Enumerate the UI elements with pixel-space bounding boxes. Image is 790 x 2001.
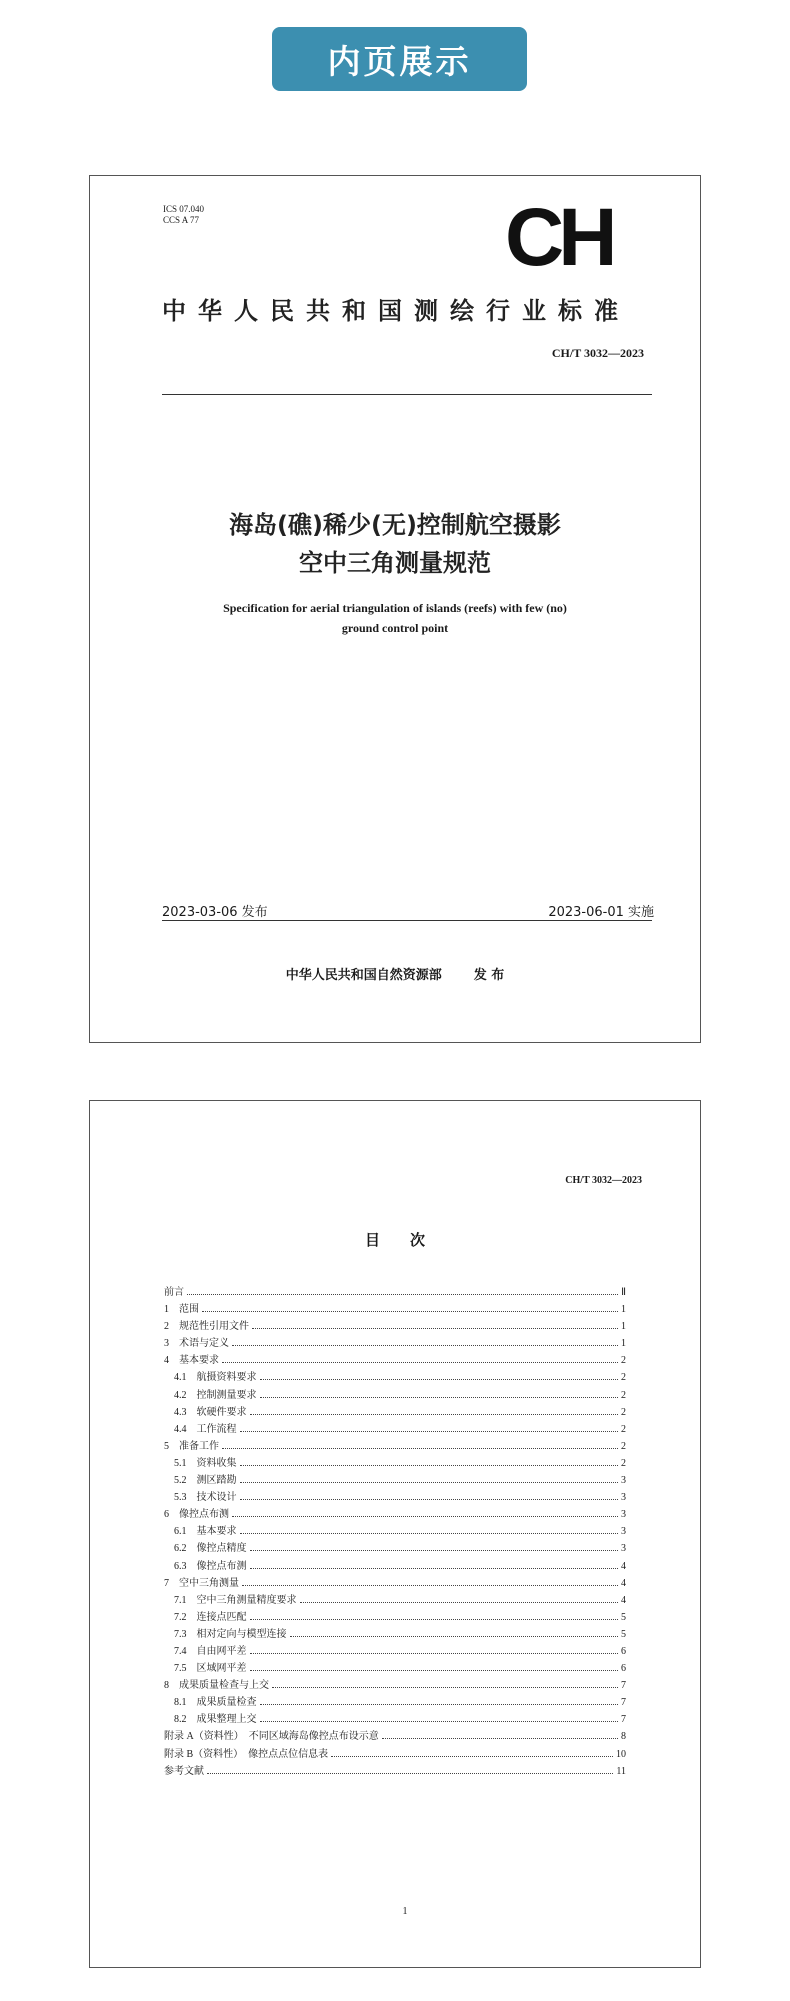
english-title-line-1: Specification for aerial triangulation of islands (reefs) with few (no) bbox=[223, 601, 567, 615]
toc-entry-page: 3 bbox=[621, 1509, 626, 1521]
toc-entry[interactable] bbox=[164, 1318, 626, 1335]
ch-logo: CH bbox=[505, 192, 612, 283]
toc-entry[interactable] bbox=[164, 1643, 626, 1660]
toc-leader-dots bbox=[250, 1653, 619, 1654]
classification-codes bbox=[163, 204, 204, 226]
toc-entry-page: 8 bbox=[621, 1731, 626, 1743]
toc-leader-dots bbox=[242, 1585, 618, 1586]
toc-entry-label: 7 空中三角测量 bbox=[164, 1577, 239, 1589]
toc-entry-page: 6 bbox=[621, 1663, 626, 1675]
toc-entry-label: 8 成果质量检查与上交 bbox=[164, 1680, 269, 1692]
toc-entry-page: 4 bbox=[621, 1594, 626, 1606]
toc-entry-label: 2 规范性引用文件 bbox=[164, 1321, 249, 1333]
toc-entry-page: 2 bbox=[621, 1457, 626, 1469]
toc-entry-page: Ⅱ bbox=[621, 1287, 626, 1298]
toc-leader-dots bbox=[260, 1721, 619, 1722]
toc-entry[interactable] bbox=[164, 1575, 626, 1592]
toc-entry-page: 1 bbox=[621, 1321, 626, 1333]
toc-entry-label: 7.1 空中三角测量精度要求 bbox=[174, 1594, 297, 1606]
toc-entry-label: 5 准备工作 bbox=[164, 1440, 219, 1452]
toc-entry-label: 5.1 资料收集 bbox=[174, 1457, 237, 1469]
toc-entry-page: 6 bbox=[621, 1645, 626, 1657]
toc-entry[interactable] bbox=[164, 1626, 626, 1643]
toc-leader-dots bbox=[260, 1379, 619, 1380]
footer-divider bbox=[162, 920, 652, 921]
toc-entry[interactable] bbox=[164, 1489, 626, 1506]
toc-entry-page: 1 bbox=[621, 1338, 626, 1350]
toc-entry-label: 参考文献 bbox=[164, 1765, 204, 1777]
toc-leader-dots bbox=[250, 1670, 619, 1671]
toc-entry-page: 3 bbox=[621, 1526, 626, 1538]
toc-page bbox=[89, 1100, 701, 1968]
toc-entry-label: 3 术语与定义 bbox=[164, 1338, 229, 1350]
toc-leader-dots bbox=[272, 1687, 618, 1688]
toc-entry[interactable] bbox=[164, 1609, 626, 1626]
page-number: 1 bbox=[402, 1906, 408, 1917]
toc-entry-page: 2 bbox=[621, 1355, 626, 1367]
toc-leader-dots bbox=[207, 1773, 613, 1774]
toc-entry-page: 4 bbox=[621, 1560, 626, 1572]
toc-entry[interactable] bbox=[164, 1335, 626, 1352]
english-title-line-2: ground control point bbox=[341, 621, 449, 635]
toc-entry-page: 2 bbox=[621, 1440, 626, 1452]
toc-entry[interactable] bbox=[164, 1369, 626, 1386]
toc-entry-label: 附录 B（资料性） 像控点点位信息表 bbox=[164, 1748, 329, 1760]
release-date: 2023-03-06 发布 bbox=[162, 905, 268, 920]
toc-entry-label: 7.2 连接点匹配 bbox=[174, 1611, 247, 1623]
toc-entry[interactable] bbox=[164, 1455, 626, 1472]
toc-entry[interactable] bbox=[164, 1728, 626, 1745]
toc-entry[interactable] bbox=[164, 1558, 626, 1575]
ccs-code: CCS A 77 bbox=[163, 215, 200, 225]
toc-entry-label: 5.2 测区踏勘 bbox=[174, 1475, 237, 1487]
toc-entry-page: 7 bbox=[621, 1714, 626, 1726]
toc-entry[interactable] bbox=[164, 1352, 626, 1369]
toc-leader-dots bbox=[300, 1602, 619, 1603]
toc-entry-page: 11 bbox=[616, 1765, 626, 1777]
industry-standard-title: 中华人民共和国测绘行业标准 bbox=[162, 297, 630, 325]
toc-entry-label: 6.3 像控点布测 bbox=[174, 1560, 247, 1572]
toc-leader-dots bbox=[252, 1328, 618, 1329]
toc-entry[interactable] bbox=[164, 1540, 626, 1557]
toc-leader-dots bbox=[240, 1465, 619, 1466]
toc-entry-label: 8.1 成果质量检查 bbox=[174, 1697, 257, 1709]
toc-leader-dots bbox=[232, 1345, 618, 1346]
toc-entry[interactable] bbox=[164, 1506, 626, 1523]
toc-leader-dots bbox=[250, 1550, 619, 1551]
header-divider bbox=[162, 394, 652, 395]
toc-entry[interactable] bbox=[164, 1694, 626, 1711]
toc-entry[interactable] bbox=[164, 1523, 626, 1540]
toc-entry[interactable] bbox=[164, 1387, 626, 1404]
toc-leader-dots bbox=[250, 1414, 619, 1415]
toc-entry-page: 1 bbox=[621, 1304, 626, 1316]
toc-entry-page: 2 bbox=[621, 1389, 626, 1401]
toc-leader-dots bbox=[290, 1636, 619, 1637]
cover-page bbox=[89, 175, 701, 1043]
toc-leader-dots bbox=[232, 1516, 618, 1517]
toc-leader-dots bbox=[331, 1756, 613, 1757]
toc-entry-label: 7.3 相对定向与模型连接 bbox=[174, 1628, 287, 1640]
toc-leader-dots bbox=[222, 1362, 618, 1363]
effective-date: 2023-06-01 实施 bbox=[548, 905, 654, 920]
toc-entry[interactable] bbox=[164, 1438, 626, 1455]
toc-entry[interactable] bbox=[164, 1472, 626, 1489]
toc-entry-page: 5 bbox=[621, 1628, 626, 1640]
toc-entry-label: 4.2 控制测量要求 bbox=[174, 1389, 257, 1401]
showcase-banner: 内页展示 bbox=[272, 27, 527, 91]
toc-leader-dots bbox=[240, 1482, 619, 1483]
toc-leader-dots bbox=[260, 1704, 619, 1705]
toc-leader-dots bbox=[250, 1619, 619, 1620]
toc-leader-dots bbox=[382, 1738, 618, 1739]
toc-entry-label: 6.2 像控点精度 bbox=[174, 1543, 247, 1555]
title-line-2: 空中三角测量规范 bbox=[299, 549, 491, 577]
toc-entry-label: 8.2 成果整理上交 bbox=[174, 1714, 257, 1726]
toc-entry[interactable] bbox=[164, 1746, 626, 1763]
toc-entry-page: 4 bbox=[621, 1577, 626, 1589]
toc-entry[interactable] bbox=[164, 1284, 626, 1301]
ics-code: ICS 07.040 bbox=[163, 204, 205, 214]
toc-entry-page: 10 bbox=[616, 1748, 626, 1760]
toc-entry-page: 7 bbox=[621, 1680, 626, 1692]
standard-number: CH/T 3032—2023 bbox=[551, 346, 644, 360]
toc-list bbox=[164, 1284, 626, 1780]
toc-entry-page: 3 bbox=[621, 1475, 626, 1487]
toc-entry-label: 4.4 工作流程 bbox=[174, 1423, 237, 1435]
toc-entry-label: 4.3 软硬件要求 bbox=[174, 1406, 247, 1418]
toc-entry[interactable] bbox=[164, 1677, 626, 1694]
toc-entry-label: 4 基本要求 bbox=[164, 1355, 219, 1367]
toc-leader-dots bbox=[222, 1448, 618, 1449]
toc-entry-page: 7 bbox=[621, 1697, 626, 1709]
toc-entry-label: 6.1 基本要求 bbox=[174, 1526, 237, 1538]
toc-entry-label: 前言 bbox=[164, 1287, 184, 1298]
toc-entry-page: 2 bbox=[621, 1406, 626, 1418]
toc-leader-dots bbox=[202, 1311, 618, 1312]
toc-entry-label: 附录 A（资料性） 不同区域海岛像控点布设示意 bbox=[164, 1731, 379, 1743]
publisher-name: 中华人民共和国自然资源部 bbox=[285, 968, 442, 983]
toc-leader-dots bbox=[240, 1533, 619, 1534]
document-title bbox=[90, 506, 700, 582]
title-line-1: 海岛(礁)稀少(无)控制航空摄影 bbox=[229, 511, 561, 539]
publisher-line bbox=[90, 964, 700, 983]
toc-entry-label: 6 像控点布测 bbox=[164, 1509, 229, 1521]
toc-entry-label: 7.4 自由网平差 bbox=[174, 1645, 247, 1657]
english-title bbox=[90, 598, 700, 638]
toc-leader-dots bbox=[260, 1397, 619, 1398]
toc-entry[interactable] bbox=[164, 1421, 626, 1438]
toc-leader-dots bbox=[240, 1431, 619, 1432]
toc-entry-label: 1 范围 bbox=[164, 1304, 199, 1316]
toc-entry-page: 2 bbox=[621, 1423, 626, 1435]
toc-entry[interactable] bbox=[164, 1711, 626, 1728]
toc-entry-label: 7.5 区域网平差 bbox=[174, 1663, 247, 1675]
toc-entry[interactable] bbox=[164, 1592, 626, 1609]
toc-title: 目次 bbox=[364, 1231, 455, 1249]
toc-entry-page: 2 bbox=[621, 1372, 626, 1384]
standard-number: CH/T 3032—2023 bbox=[565, 1175, 642, 1186]
toc-entry-label: 4.1 航摄资料要求 bbox=[174, 1372, 257, 1384]
toc-entry-label: 5.3 技术设计 bbox=[174, 1492, 237, 1504]
toc-entry-page: 3 bbox=[621, 1543, 626, 1555]
toc-entry-page: 3 bbox=[621, 1492, 626, 1504]
toc-entry[interactable] bbox=[164, 1301, 626, 1318]
toc-entry-page: 5 bbox=[621, 1611, 626, 1623]
toc-entry[interactable] bbox=[164, 1763, 626, 1780]
toc-leader-dots bbox=[187, 1294, 618, 1295]
publish-label: 发 布 bbox=[473, 968, 505, 983]
toc-leader-dots bbox=[240, 1499, 619, 1500]
toc-entry[interactable] bbox=[164, 1660, 626, 1677]
toc-leader-dots bbox=[250, 1568, 619, 1569]
toc-entry[interactable] bbox=[164, 1404, 626, 1421]
